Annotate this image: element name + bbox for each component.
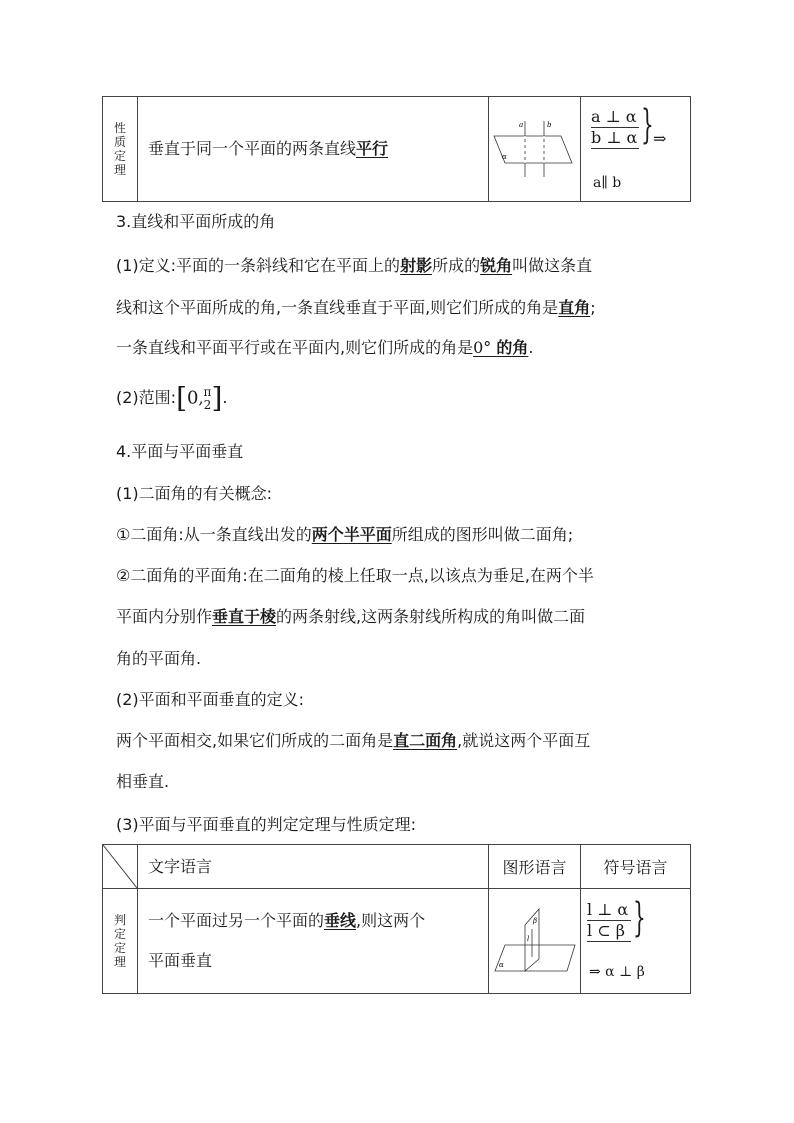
text: (2)范围: — [116, 388, 177, 407]
text: . — [528, 338, 534, 357]
text: (1)定义:平面的一条斜线和它在平面上的 — [116, 256, 401, 275]
keyword-angle: 的角 — [496, 338, 529, 357]
section-4-sub-2: (2)平面和平面垂直的定义: — [116, 690, 305, 709]
figure-label-l: l — [527, 935, 530, 943]
text: 一个平面过另一个平面的 — [148, 911, 325, 930]
figure-cell — [489, 889, 581, 994]
figure-label-a: a — [519, 121, 524, 129]
statement-text: 垂直于同一个平面的两条直线 — [148, 139, 357, 158]
symbol-cell — [581, 889, 691, 994]
statement-cell — [138, 97, 489, 202]
keyword-right-dihedral-angle: 直二面角 — [393, 731, 458, 750]
section-4-sub-3: (3)平面与平面垂直的判定定理与性质定理: — [116, 815, 417, 834]
property-theorem-table — [102, 96, 691, 202]
parallel-lines-figure — [489, 97, 580, 197]
figure-cell — [489, 97, 581, 202]
range-comma: , — [198, 388, 204, 408]
text: 线和这个平面所成的角,一条直线垂直于平面,则它们所成的角是 — [116, 298, 559, 317]
keyword-perpendicular-line: 垂线 — [324, 911, 357, 930]
section-4-item-2-line-1: ②二面角的平面角:在二面角的棱上任取一点,以该点为垂足,在两个半 — [116, 566, 594, 585]
text: 所成的 — [432, 256, 481, 275]
text: ; — [590, 298, 596, 317]
figure-label-b: b — [547, 121, 552, 129]
keyword-zero-degree: 0° — [473, 338, 492, 357]
row-label-text: 判定定理 — [114, 913, 127, 969]
right-brace: } — [633, 895, 646, 941]
figure-label-alpha: α — [502, 153, 507, 161]
keyword-projection: 射影 — [400, 256, 433, 275]
right-brace: } — [641, 102, 654, 148]
corner-cell — [103, 845, 138, 889]
symbol-line-2: l ⊂ β — [587, 921, 631, 942]
implies-symbol: ⇒ — [653, 129, 667, 148]
section-4-item-1 — [116, 525, 686, 545]
left-bracket: [ — [176, 381, 187, 415]
text: 的两条射线,这两条射线所构成的角叫做二面 — [276, 607, 586, 626]
statement-keyword: 平行 — [356, 139, 389, 158]
section-3-def-line-3 — [116, 338, 686, 358]
statement-line-2: 平面垂直 — [148, 951, 213, 970]
section-4-item-2-line-3: 角的平面角. — [116, 649, 202, 668]
header-symbol-language: 符号语言 — [581, 845, 691, 889]
text: 两个平面相交,如果它们所成的二面角是 — [116, 731, 394, 750]
row-label-text: 性质定理 — [114, 121, 127, 177]
figure-label-alpha: α — [499, 961, 504, 969]
row-label-property-theorem — [103, 97, 138, 202]
section-3-heading: 3.直线和平面所成的角 — [116, 212, 276, 231]
perpendicular-planes-figure — [489, 889, 580, 989]
text: . — [222, 388, 228, 407]
symbol-conclusion: ⇒ α ⊥ β — [589, 964, 645, 980]
range-pi: π — [203, 384, 212, 399]
keyword-acute-angle: 锐角 — [480, 256, 513, 275]
figure-label-beta: β — [533, 917, 538, 925]
text: ,就说这两个平面互 — [457, 731, 591, 750]
symbol-line-1: l ⊥ α — [587, 900, 631, 921]
header-text-language: 文字语言 — [138, 845, 489, 889]
section-4-item-2-line-2 — [116, 607, 686, 627]
judgment-theorem-table — [102, 844, 691, 994]
diagonal-line — [103, 845, 137, 888]
section-3-def-line-2 — [116, 298, 686, 318]
symbol-cell — [581, 97, 691, 202]
symbol-line-2: b ⊥ α — [591, 128, 638, 147]
symbol-block — [591, 101, 690, 197]
section-4-def-line-2: 相垂直. — [116, 772, 170, 791]
symbol-conclusion: a∥ b — [593, 175, 622, 191]
section-4-sub-1: (1)二面角的有关概念: — [116, 484, 273, 503]
row-label-judgment-theorem — [103, 889, 138, 994]
section-4-def-line-1 — [116, 731, 686, 751]
symbol-block — [587, 892, 690, 990]
header-figure-language: 图形语言 — [489, 845, 581, 889]
section-4-heading: 4.平面与平面垂直 — [116, 442, 244, 461]
section-3-def-line-1 — [116, 256, 686, 276]
symbol-line-1: a ⊥ α — [591, 107, 639, 128]
text: 叫做这条直 — [512, 256, 593, 275]
range-two: 2 — [203, 397, 212, 412]
right-bracket: ] — [211, 381, 223, 415]
text: 一条直线和平面平行或在平面内,则它们所成的角是 — [116, 338, 474, 357]
keyword-right-angle: 直角 — [558, 298, 591, 317]
range-zero: 0 — [187, 387, 199, 409]
statement-cell — [138, 889, 489, 994]
text: ①二面角:从一条直线出发的 — [116, 525, 312, 544]
keyword-perpendicular-to-edge: 垂直于棱 — [212, 607, 277, 626]
text: ,则这两个 — [356, 911, 426, 930]
keyword-two-half-planes: 两个半平面 — [311, 525, 392, 544]
text: 平面内分别作 — [116, 607, 213, 626]
text: 所组成的图形叫做二面角; — [391, 525, 574, 544]
section-3-range-line — [116, 378, 686, 419]
